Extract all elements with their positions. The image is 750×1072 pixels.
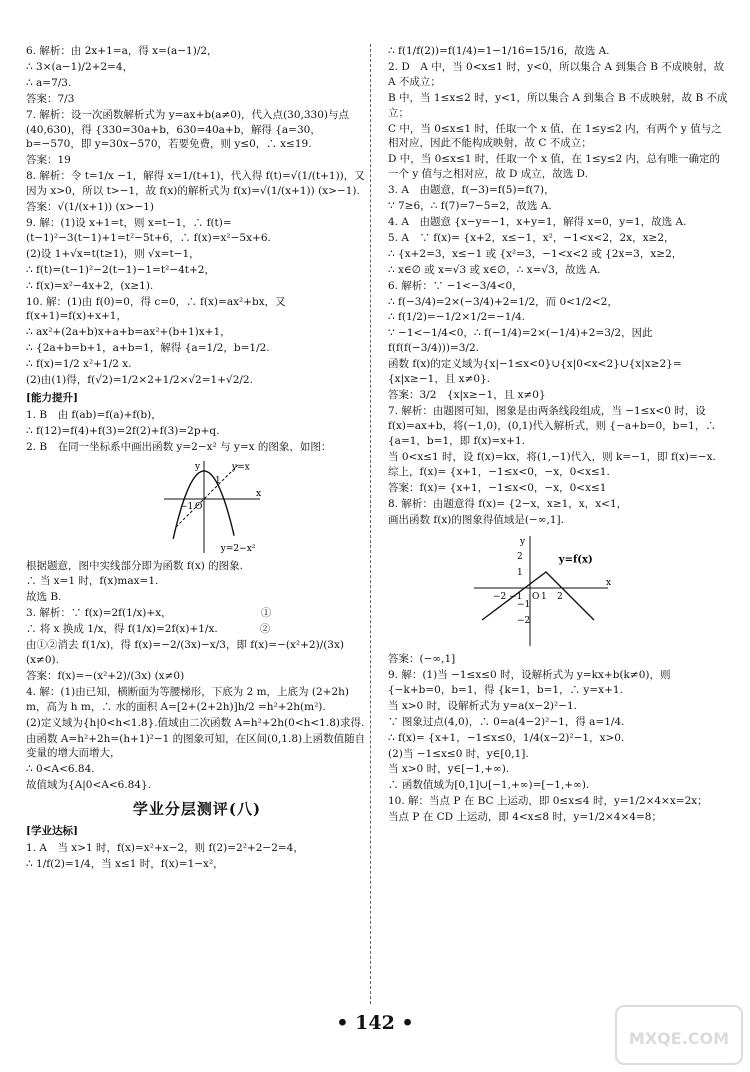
column-divider	[370, 44, 371, 1004]
solution-paragraph: 1. B 由 f(ab)=f(a)+f(b)，	[26, 408, 162, 421]
solution-paragraph: ∴ 将 x 换成 1/x，得 f(1/x)=2f(x)+1/x. ②	[26, 623, 271, 636]
solution-paragraph: 答案：√(1/(x+1)) (x>−1)	[26, 201, 154, 214]
solution-paragraph: ∴ 0<A<6.84.	[26, 763, 95, 776]
solution-paragraph: 综上，f(x)= {x+1，−1≤x<0，−x，0<x≤1.	[388, 466, 610, 479]
solution-paragraph: 7. 解析：由题图可知，图象是由两条线段组成，当 −1≤x<0 时，设 f(x)=ax+b，将(−1,0)，(0,1)代入解析式，则 {−a+b=0，b=1，∴ {a=1，b=1，即 f(x)=x+1.	[388, 404, 720, 447]
x-tick-label: −2	[493, 592, 507, 603]
solution-paragraph: 当 x>0 时，y∈[−1,+∞).	[388, 763, 510, 776]
solution-paragraph: (2)当 −1≤x≤0 时，y∈[0,1].	[388, 747, 529, 760]
solution-paragraph: 9. 解：(1)设 x+1=t，则 x=t−1，∴ f(t)=(t−1)²−3(t−1)+1=t²−5t+6，∴ f(x)=x²−5x+6.	[26, 216, 271, 244]
solution-paragraph: ∴ 当 x=1 时，f(x)max=1.	[26, 575, 159, 588]
line-label: y=x	[232, 462, 250, 473]
solution-paragraph: ∴ a=7/3.	[26, 76, 72, 89]
axis-x-label: x	[606, 578, 612, 589]
solution-paragraph: (2)定义域为{h|0<h<1.8}.值域由二次函数 A=h²+2h(0<h<1.8)求得.	[26, 716, 365, 729]
solution-paragraph: 答案：f(x)= {x+1，−1≤x<0，−x，0<x≤1	[388, 482, 607, 495]
solution-paragraph: ∴ {2a+b=b+1，a+b=1，解得 {a=1/2，b=1/2.	[26, 342, 270, 355]
axis-x-label: x	[256, 488, 262, 499]
solution-paragraph: ∴ 3×(a−1)/2+2=4，	[26, 60, 134, 73]
solution-paragraph: ∴ x∈∅ 或 x=√3 或 x∈∅，∴ x=√3，故选 A.	[388, 263, 601, 276]
solution-paragraph: 答案：f(x)=−(x²+2)/(3x) (x≠0)	[26, 669, 185, 682]
right-column	[388, 44, 730, 826]
solution-paragraph: 故选 B.	[26, 591, 62, 604]
solution-paragraph: 当点 P 在 CD 上运动，即 4<x≤8 时，y=1/2×4×4=8；	[388, 811, 662, 824]
solution-paragraph: ∴ f(1/f(2))=f(1/4)=1−1/16=15/16，故选 A.	[388, 45, 610, 57]
x-tick-label: 1	[541, 592, 547, 603]
axis-y-label: y	[195, 461, 201, 472]
solution-paragraph: ∵ 7≥6，∴ f(7)=7−5=2，故选 A.	[388, 200, 552, 213]
solution-paragraph: 3. 解析：∵ f(x)=2f(1/x)+x， ①	[26, 607, 272, 620]
solution-paragraph: ∴ f(x)= {x+1，−1≤x≤0，1/4(x−2)²−1，x>0.	[388, 731, 625, 744]
solution-paragraph: ∴ f(−3/4)=2×(−3/4)+2=1/2，而 0<1/2<2，	[388, 295, 618, 308]
solution-paragraph: 2. D A 中，当 0<x≤1 时，y<0，所以集合 A 到集合 B 不成映射，故 A 不成立；	[388, 60, 728, 88]
solution-paragraph: 当 0<x≤1 时，设 f(x)=kx，将(1,−1)代入，则 k=−1，即 f(x)=−x.	[388, 450, 716, 463]
page-number: • 142 •	[336, 1012, 414, 1034]
solution-paragraph: 画出函数 f(x)的图象得值域是(−∞,1].	[388, 514, 564, 527]
y-tick-label: −1	[517, 600, 531, 611]
solution-paragraph: 当 x>0 时，设解析式为 y=a(x−2)²−1.	[388, 699, 578, 712]
y-tick-label: 1	[517, 568, 523, 579]
solution-paragraph: 由函数 A=h²+2h=(h+1)²−1 的图象可知，在区间(0,1.8)上函数值随自变量的增大而增大，	[26, 732, 366, 760]
axis-y-label: y	[520, 537, 526, 548]
section-heading: [能力提升]	[26, 391, 78, 404]
origin-label: O	[195, 501, 203, 512]
solution-paragraph: ∵ −1<−1/4<0，∴ f(−1/4)=2×(−1/4)+2=3/2，因此 f(f(f(−3/4)))=3/2.	[388, 327, 656, 355]
solution-paragraph: B 中，当 1≤x≤2 时，y<1，所以集合 A 到集合 B 不成映射，故 B 不成立；	[388, 91, 728, 119]
solution-paragraph: 答案：7/3	[26, 92, 75, 105]
origin-label: O	[532, 592, 540, 603]
solution-paragraph: 9. 解：(1)当 −1≤x≤0 时，设解析式为 y=kx+b(k≠0)，则 {−k+b=0，b=1，得 {k=1，b=1，∴ y=x+1.	[388, 669, 674, 696]
solution-paragraph: 函数 f(x)的定义域为{x|−1≤x<0}∪{x|0<x<2}∪{x|x≥2}={x|x≥−1，且 x≠0}.	[388, 358, 682, 386]
solution-paragraph: 5. A ∵ f(x)= {x+2，x≤−1，x²，−1<x<2，2x，x≥2，	[388, 231, 675, 244]
x-tick-label: −1	[509, 592, 523, 603]
y-tick-label: 2	[517, 552, 523, 563]
y-tick-label: −2	[517, 616, 531, 627]
curve-label: y=2−x²	[220, 543, 256, 554]
tick-1: 1	[215, 475, 221, 486]
tent-figure	[468, 530, 618, 650]
solution-paragraph: C 中，当 0≤x≤1 时，任取一个 x 值，在 1≤y≤2 内，有两个 y 值与之相对应，因此不能构成映射，故 C 不成立；	[388, 122, 722, 150]
x-tick-label: 2	[557, 592, 563, 603]
solution-paragraph: ∴ 函数值域为[0,1]∪[−1,+∞)=[−1,+∞).	[388, 779, 590, 792]
solution-paragraph: 3. A 由题意，f(−3)=f(5)=f(7)，	[388, 184, 555, 197]
solution-paragraph: ∴ 1/f(2)=1/4，当 x≤1 时，f(x)=1−x²，	[26, 858, 224, 871]
solution-paragraph: ∴ ax²+(2a+b)x+a+b=ax²+(b+1)x+1，	[26, 326, 231, 339]
solution-paragraph: ∴ f(x)=x²−4x+2，(x≥1).	[26, 279, 154, 292]
tick-neg1: −1	[180, 501, 194, 512]
solution-paragraph: 10. 解：当点 P 在 BC 上运动，即 0≤x≤4 时，y=1/2×4×x=2x；	[388, 795, 708, 808]
solution-paragraph: ∴ f(12)=f(4)+f(3)=2f(2)+f(3)=2p+q.	[26, 424, 220, 437]
svg-text:MXQE.COM: MXQE.COM	[628, 1029, 730, 1048]
solution-paragraph: 根据题意，图中实线部分即为函数 f(x) 的图象.	[26, 559, 244, 572]
section-banner: 学业分层测评(八)	[132, 800, 262, 819]
solution-paragraph: ∴ f(1/2)=−1/2×1/2=−1/4.	[388, 311, 526, 324]
left-column	[26, 44, 368, 873]
solution-paragraph: ∴ f(x)=1/2 x²+1/2 x.	[26, 358, 132, 371]
solution-paragraph: 答案：3/2 {x|x≥−1，且 x≠0}	[388, 388, 546, 401]
solution-paragraph: 答案：19	[26, 154, 71, 167]
solution-paragraph: ∴ f(t)=(t−1)²−2(t−1)−1=t²−4t+2，	[26, 263, 215, 276]
solution-paragraph: 10. 解：(1)由 f(0)=0，得 c=0，∴ f(x)=ax²+bx，又 f(x+1)=f(x)+x+1，	[26, 295, 289, 323]
solution-paragraph: 8. 解析：由题意得 f(x)= {2−x，x≥1，x，x<1，	[388, 498, 628, 511]
solution-paragraph: 4. 解：(1)由已知，横断面为等腰梯形，下底为 2 m，上底为 (2+2h) m，高为 h m，∴ 水的面积 A=[2+(2+2h)]h/2 =h²+2h(m²).	[26, 685, 353, 713]
solution-paragraph: (2)设 1+√x=t(t≥1)，则 √x=t−1，	[26, 247, 200, 260]
watermark-logo	[614, 1004, 744, 1066]
solution-paragraph: (2)由(1)得，f(√2)=1/2×2+1/2×√2=1+√2/2.	[26, 374, 253, 387]
solution-paragraph: ∵ 图象过点(4,0)，∴ 0=a(4−2)²−1，得 a=1/4.	[388, 715, 625, 728]
solution-paragraph: 8. 解析：令 t=1/x −1，解得 x=1/(t+1)，代入得 f(t)=√(1/(t+1))，又因为 x>0，所以 t>−1，故 f(x)的解析式为 f(x)=√(1/(x+1)) (x>−1).	[26, 170, 365, 198]
solution-paragraph: ∴ {x+2=3，x≤−1 或 {x²=3，−1<x<2 或 {2x=3，x≥2，	[388, 247, 683, 260]
solution-paragraph: 答案：(−∞,1]	[388, 653, 456, 666]
solution-paragraph: 6. 解析：由 2x+1=a，得 x=(a−1)/2，	[26, 45, 218, 57]
func-label: y=f(x)	[558, 554, 593, 566]
solution-paragraph: 故值域为{A|0<A<6.84}.	[26, 779, 152, 792]
solution-paragraph: 6. 解析：∵ −1<−3/4<0，	[388, 279, 523, 292]
section-heading: [学业达标]	[26, 825, 78, 838]
solution-paragraph: 由①②消去 f(1/x)，得 f(x)=−2/(3x)−x/3，即 f(x)=−(x²+2)/(3x) (x≠0).	[26, 639, 348, 666]
solution-paragraph: 1. A 当 x>1 时，f(x)=x²+x−2，则 f(2)=2²+2−2=4，	[26, 842, 304, 855]
solution-paragraph: 4. A 由题意 {x−y=−1，x+y=1，解得 x=0，y=1，故选 A.	[388, 215, 687, 228]
solution-paragraph: D 中，当 0≤x≤1 时，任取一个 x 值，在 1≤y≤2 内，总有唯一确定的一个 y 值与之相对应，故 D 成立，故选 D.	[388, 153, 720, 181]
parabola-figure	[156, 457, 266, 557]
solution-paragraph: 7. 解析：设一次函数解析式为 y=ax+b(a≠0)，代入点(30,330)与点(40,630)，得 {330=30a+b，630=40a+b，解得 {a=30，b=−570，即 y=30x−570，若要免费，则 y≤0，∴ x≤19.	[26, 108, 349, 151]
solution-paragraph: 2. B 在同一坐标系中画出函数 y=2−x² 与 y=x 的图象，如图：	[26, 440, 332, 453]
